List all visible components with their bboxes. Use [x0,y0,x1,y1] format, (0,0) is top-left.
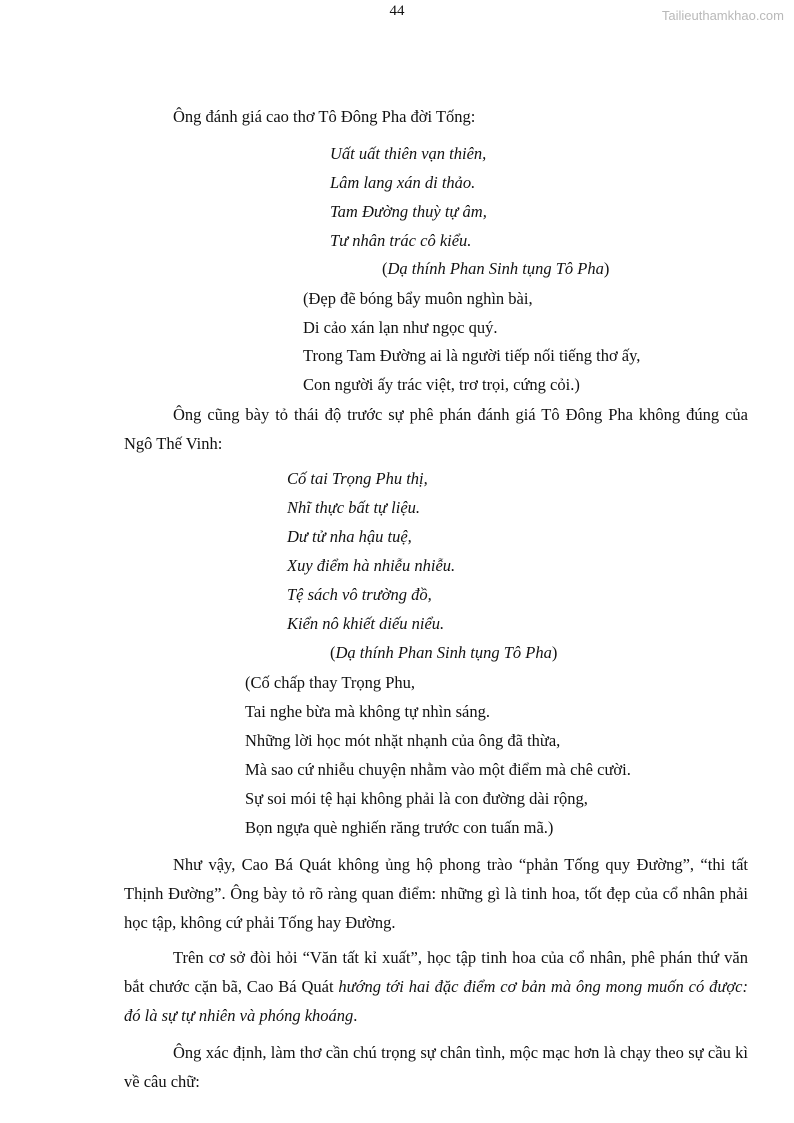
paragraph-2-end: . [353,1006,358,1025]
body-paragraph-3: Ông xác định, làm thơ cần chú trọng sự chân tình, mộc mạc hơn là chạy theo sự cầu kì về câu chữ: [124,1043,748,1091]
poem-2-line: Xuy điểm hà nhiễu nhiễu. [287,556,456,575]
source-open-paren: ( [330,643,336,662]
paragraph-2-emphasis: hướng tới hai đặc điểm cơ bản mà ông mong muốn có được: đó là sự tự nhiên và phóng khoáng [124,977,748,1025]
poem-2-line: Tệ sách vô trường đồ, [287,585,432,604]
translation-1-line: (Đẹp đẽ bóng bẩy muôn nghìn bài, [303,289,533,308]
poem-2-line: Dư tử nha hậu tuệ, [287,527,412,546]
translation-2-line: Bọn ngựa què nghiến răng trước con tuấn mã.) [245,818,554,837]
translation-1-line: Trong Tam Đường ai là người tiếp nối tiếng thơ ấy, [303,346,641,365]
translation-1-line: Di cảo xán lạn như ngọc quý. [303,318,498,337]
poem-1-source [382,261,609,278]
translation-1-line: Con người ấy trác việt, trơ trọi, cứng cỏi.) [303,375,580,394]
poem-2-source [330,645,557,662]
poem-1-line: Tam Đường thuỳ tự âm, [330,202,487,221]
source-title: Dạ thính Phan Sinh tụng Tô Pha [387,259,604,278]
translation-2-line: Những lời học mót nhặt nhạnh của ông đã thừa, [245,731,561,750]
intro-paragraph-2: Ông cũng bày tỏ thái độ trước sự phê phán đánh giá Tô Đông Pha không đúng của Ngô Thế Vinh: [124,405,748,453]
intro-line-1: Ông đánh giá cao thơ Tô Đông Pha đời Tống: [173,107,476,126]
paragraph-2-text: Trên cơ sở đòi hỏi “Văn tất kỉ xuất”, học tập tinh hoa của cổ nhân, phê phán thứ văn bắt chước cặn bã, Cao Bá Quát [124,948,748,996]
translation-2-line: Mà sao cứ nhiễu chuyện nhằm vào một điểm mà chê cười. [245,760,631,779]
poem-1-line: Tư nhân trác cô kiểu. [330,231,472,250]
translation-2-line: Sự soi mói tệ hại không phải là con đường dài rộng, [245,789,588,808]
source-open-paren: ( [382,259,388,278]
poem-2-line: Kiển nô khiết diếu niểu. [287,614,445,633]
source-close-paren: ) [551,643,558,662]
poem-2-line: Cố tai Trọng Phu thị, [287,469,428,488]
source-close-paren: ) [603,259,610,278]
body-paragraph-2 [124,943,748,1030]
poem-1-line: Uất uất thiên vạn thiên, [330,144,487,163]
page-number: 44 [389,3,405,19]
watermark: Tailieuthamkhao.com [661,8,784,23]
source-title: Dạ thính Phan Sinh tụng Tô Pha [335,643,552,662]
poem-2-line: Nhĩ thực bất tự liệu. [287,498,421,517]
poem-1-line: Lâm lang xán di thảo. [330,173,476,192]
translation-2-line: (Cố chấp thay Trọng Phu, [245,673,416,692]
body-paragraph-1: Như vậy, Cao Bá Quát không ủng hộ phong trào “phản Tống quy Đường”, “thi tất Thịnh Đường”. Ông bày tỏ rõ ràng quan điểm: những gì là tinh hoa, tốt đẹp của cổ nhân phải học tập, không cứ phải Tống hay Đường. [124,855,748,932]
translation-2-line: Tai nghe bừa mà không tự nhìn sáng. [245,702,490,721]
